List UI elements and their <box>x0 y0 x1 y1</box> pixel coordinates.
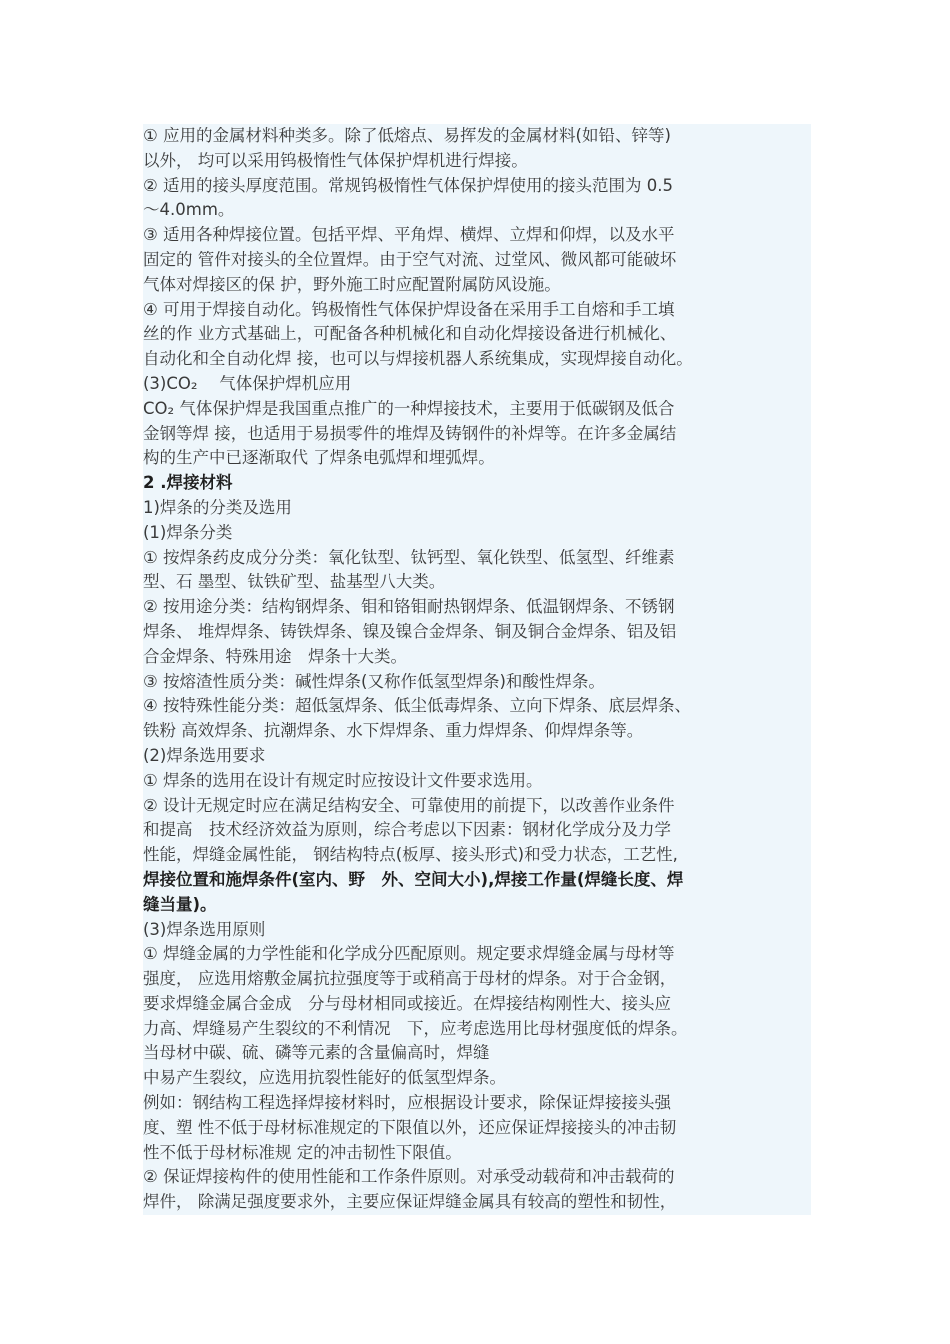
text-line: 气体对焊接区的保 护，野外施工时应配置附属防风设施。 <box>143 274 561 294</box>
text-line: 性不低于母材标准规 定的冲击韧性下限值。 <box>143 1142 462 1162</box>
text-line: 中易产生裂纹，应选用抗裂性能好的低氢型焊条。 <box>143 1068 506 1088</box>
text-line: 强度， 应选用熔敷金属抗拉强度等于或稍高于母材的焊条。对于合金钢， <box>143 969 677 989</box>
text-line: 缝当量)。 <box>143 894 217 914</box>
text-line: ④ 按特殊性能分类：超低氢焊条、低尘低毒焊条、立向下焊条、底层焊条、 <box>143 696 692 716</box>
text-line: CO₂ 气体保护焊是我国重点推广的一种焊接技术，主要用于低碳钢及低合 <box>143 398 675 418</box>
text-line: 焊条、 堆焊焊条、铸铁焊条、镍及镍合金焊条、铜及铜合金焊条、铝及铝 <box>143 621 677 641</box>
text-line: 以外， 均可以采用钨极惰性气体保护焊机进行焊接。 <box>143 150 528 170</box>
text-line: ③ 按熔渣性质分类：碱性焊条(又称作低氢型焊条)和酸性焊条。 <box>143 671 605 691</box>
text-line: 合金焊条、特殊用途 焊条十大类。 <box>143 646 407 666</box>
text-line: 焊接位置和施焊条件(室内、野 外、空间大小),焊接工作量(焊缝长度、焊 <box>143 869 684 889</box>
text-line: 构的生产中已逐渐取代 了焊条电弧焊和埋弧焊。 <box>143 448 495 468</box>
text-line: 金钢等焊 接，也适用于易损零件的堆焊及铸钢件的补焊等。在许多金属结 <box>143 423 677 443</box>
text-line: 度、塑 性不低于母材标准规定的下限值以外，还应保证焊接接头的冲击韧 <box>143 1117 677 1137</box>
text-line: (2)焊条选用要求 <box>143 745 266 765</box>
text-line: ～4.0mm。 <box>143 200 235 220</box>
text-line: ① 焊条的选用在设计有规定时应按设计文件要求选用。 <box>143 770 543 790</box>
text-line: 固定的 管件对接头的全位置焊。由于空气对流、过堂风、微风都可能破坏 <box>143 249 677 269</box>
text-line: ② 设计无规定时应在满足结构安全、可靠使用的前提下，以改善作业条件 <box>143 795 675 815</box>
text-line: ① 焊缝金属的力学性能和化学成分匹配原则。规定要求焊缝金属与母材等 <box>143 944 675 964</box>
text-line: ② 按用途分类：结构钢焊条、钼和铬钼耐热钢焊条、低温钢焊条、不锈钢 <box>143 597 675 617</box>
text-line: ③ 适用各种焊接位置。包括平焊、平角焊、横焊、立焊和仰焊，以及水平 <box>143 225 675 245</box>
text-line: 例如：钢结构工程选择焊接材料时，应根据设计要求，除保证焊接接头强 <box>143 1093 671 1113</box>
document-body <box>143 124 811 1215</box>
text-line: ① 应用的金属材料种类多。除了低熔点、易挥发的金属材料(如铅、锌等) <box>143 126 671 145</box>
text-line: 性能，焊缝金属性能， 钢结构特点(板厚、接头形式)和受力状态，工艺性, <box>143 845 678 865</box>
text-line: 要求焊缝金属合金成 分与母材相同或接近。在焊接结构刚性大、接头应 <box>143 993 671 1013</box>
text-line: 2 .焊接材料 <box>143 473 233 493</box>
text-line: 丝的作 业方式基础上，可配备各种机械化和自动化焊接设备进行机械化、 <box>143 324 677 344</box>
text-line: ② 保证焊接构件的使用性能和工作条件原则。对承受动载荷和冲击载荷的 <box>143 1167 675 1187</box>
text-line: 当母材中碳、硫、磷等元素的含量偏高时，焊缝 <box>143 1043 490 1063</box>
text-line: 和提高 技术经济效益为原则，综合考虑以下因素：钢材化学成分及力学 <box>143 820 671 840</box>
text-line: 自动化和全自动化焊 接，也可以与焊接机器人系统集成，实现焊接自动化。 <box>143 349 693 369</box>
text-line: (3)CO₂ 气体保护焊机应用 <box>143 373 352 393</box>
text-line: ④ 可用于焊接自动化。钨极惰性气体保护焊设备在采用手工自熔和手工填 <box>143 299 675 319</box>
text-line: 型、石 墨型、钛铁矿型、盐基型八大类。 <box>143 572 446 592</box>
text-line: (1)焊条分类 <box>143 522 233 542</box>
text-line: 1)焊条的分类及选用 <box>143 497 292 517</box>
text-line: 铁粉 高效焊条、抗潮焊条、水下焊焊条、重力焊焊条、仰焊焊条等。 <box>143 721 644 741</box>
text-line: 力高、焊缝易产生裂纹的不利情况 下，应考虑选用比母材强度低的焊条。 <box>143 1018 688 1038</box>
text-line: (3)焊条选用原则 <box>143 919 266 939</box>
text-line: ① 按焊条药皮成分分类：氧化钛型、钛钙型、氧化铁型、低氢型、纤维素 <box>143 547 675 567</box>
text-line: ② 适用的接头厚度范围。常规钨极惰性气体保护焊使用的接头范围为 0.5 <box>143 175 674 195</box>
text-line: 焊件， 除满足强度要求外，主要应保证焊缝金属具有较高的塑性和韧性， <box>143 1192 677 1212</box>
